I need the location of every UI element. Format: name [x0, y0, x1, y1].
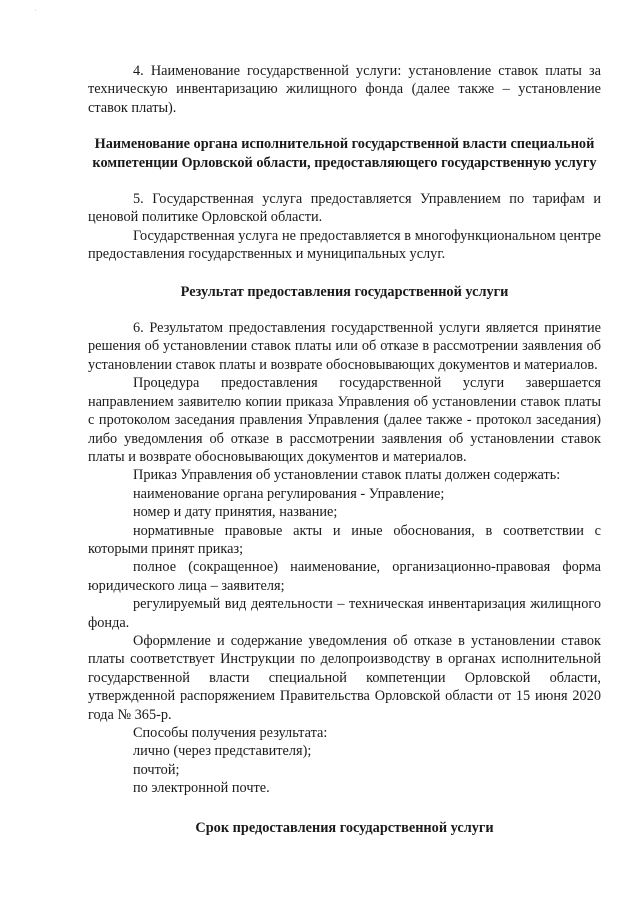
order-item-number-date: номер и дату принятия, название; [133, 504, 338, 521]
heading-service-organ: Наименование органа исполнительной государственной власти специальной компетенции Орловской области, предоставляющего государственную услугу [92, 136, 597, 171]
paragraph-result-methods: Способы получения результата: [133, 725, 328, 741]
paragraph-4: 4. Наименование государственной услуги: установление ставок платы за техническую инвентаризацию жилищного фонда (далее также – установление ставок платы). [88, 63, 601, 116]
paragraph-5: 5. Государственная услуга предоставляется Управлением по тарифам и ценовой политике Орловской области. [88, 191, 601, 226]
scan-artifact: · [34, 6, 37, 15]
order-item-regulator: наименование органа регулирования - Управление; [133, 485, 445, 502]
method-in-person: лично (через представителя); [133, 743, 312, 760]
heading-service-result: Результат предоставления государственной услуги [180, 283, 509, 300]
order-item-legal-acts: нормативные правовые акты и иные обоснования, в соответствии с которыми принят приказ; [88, 522, 601, 557]
paragraph-6-procedure: Процедура предоставления государственной услуги завершается направлением заявителю копии приказа Управления об установлении ставок платы с протоколом заседания правления Управления (далее также - протокол заседания) либо уведомления об отказе в рассмотрении заявления об установлении ставок платы и возврате обосновывающих документов и материалов. [88, 375, 601, 465]
paragraph-order-content: Приказ Управления об установлении ставок платы должен содержать: [133, 467, 561, 484]
method-post: почтой; [133, 761, 180, 778]
paragraph-5-mfc: Государственная услуга не предоставляется в многофункциональном центре предоставления государственных и муниципальных услуг. [88, 227, 601, 263]
order-item-activity: регулируемый вид деятельности – техническая инвентаризация жилищного фонда. [88, 596, 601, 631]
method-email: по электронной почте. [133, 780, 270, 797]
heading-service-term: Срок предоставления государственной услуги [195, 819, 494, 836]
paragraph-6: 6. Результатом предоставления государственной услуги является принятие решения об установлении ставок платы или об отказе в рассмотрении заявления об установлении ставок платы и возврате обосновывающих документов и материалов. [88, 320, 601, 373]
order-item-applicant-name: полное (сокращенное) наименование, организационно-правовая форма юридического лица – заявителя; [88, 559, 601, 594]
paragraph-refusal-notice: Оформление и содержание уведомления об отказе в установлении ставок платы соответствует Инструкции по делопроизводству в органах исполнительной государственной власти специальной компетенции Орловской области, утвержденной распоряжением Правительства Орловской области от 15 июня 2020 года № 365-р. [88, 632, 601, 723]
